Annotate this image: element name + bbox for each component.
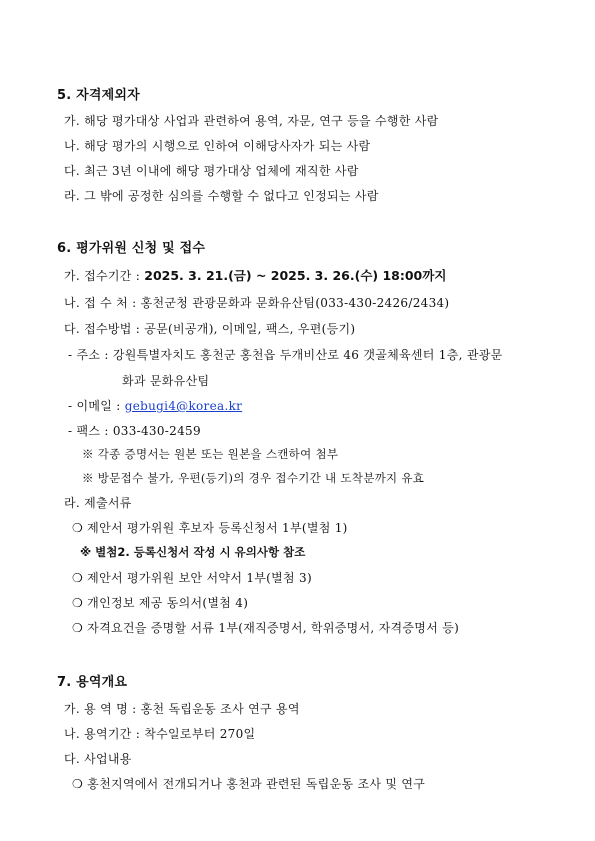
- section-5-item-3: 다. 최근 3년 이내에 해당 평가대상 업체에 재직한 사람: [64, 164, 359, 178]
- project-content-label: 다. 사업내용: [64, 752, 132, 766]
- section-5-title: 5. 자격제외자: [57, 88, 140, 103]
- document-item-2: ❍ 제안서 평가위원 보안 서약서 1부(별첨 3): [72, 571, 312, 585]
- note-certificates: ※ 각종 증명서는 원본 또는 원본을 스캔하여 첨부: [82, 447, 339, 461]
- document-note: ※ 별첨2. 등록신청서 작성 시 유의사항 참조: [80, 545, 306, 559]
- application-period-value: 2025. 3. 21.(금) ~ 2025. 3. 26.(수) 18:00까지: [144, 268, 447, 283]
- documents-label: 라. 제출서류: [64, 496, 132, 510]
- note-visit: ※ 방문접수 불가, 우편(등기)의 경우 접수기간 내 도착분까지 유효: [82, 471, 425, 485]
- document-item-1: ❍ 제안서 평가위원 후보자 등록신청서 1부(별첨 1): [72, 521, 348, 535]
- section-5-item-4: 라. 그 밖에 공정한 심의를 수행할 수 없다고 인정되는 사람: [64, 189, 379, 203]
- application-method: 다. 접수방법 : 공문(비공개), 이메일, 팩스, 우편(등기): [64, 322, 356, 336]
- section-5-item-1: 가. 해당 평가대상 사업과 관련하여 용역, 자문, 연구 등을 수행한 사람: [64, 114, 439, 128]
- project-content-item-1: ❍ 홍천지역에서 전개되거나 홍천과 관련된 독립운동 조사 및 연구: [72, 777, 426, 791]
- application-period-label: 가. 접수기간 :: [64, 269, 145, 283]
- project-period: 나. 용역기간 : 착수일로부터 270일: [64, 727, 256, 741]
- fax-line: - 팩스 : 033-430-2459: [68, 424, 201, 438]
- section-6-title: 6. 평가위원 신청 및 접수: [57, 241, 206, 256]
- email-line: [68, 397, 242, 414]
- document-item-3: ❍ 개인정보 제공 동의서(별첨 4): [72, 596, 249, 610]
- section-5-item-2: 나. 해당 평가의 시행으로 인하여 이해당사자가 되는 사람: [64, 139, 371, 153]
- email-label: - 이메일 :: [68, 399, 125, 413]
- address-line-1: - 주소 : 강원특별자치도 홍천군 홍천읍 두개비산로 46 갯골체육센터 1층, 관광문: [68, 348, 503, 362]
- address-line-2: 화과 문화유산팀: [122, 374, 210, 388]
- application-period: [64, 266, 446, 284]
- email-link[interactable]: gebugi4@korea.kr: [124, 399, 243, 413]
- document-item-4: ❍ 자격요건을 증명할 서류 1부(재직증명서, 학위증명서, 자격증명서 등): [72, 621, 460, 635]
- application-office: 나. 접 수 처 : 홍천군청 관광문화과 문화유산팀(033-430-2426/2434): [64, 296, 450, 310]
- project-name: 가. 용 역 명 : 홍천 독립운동 조사 연구 용역: [64, 702, 300, 716]
- section-7-title: 7. 용역개요: [57, 675, 128, 690]
